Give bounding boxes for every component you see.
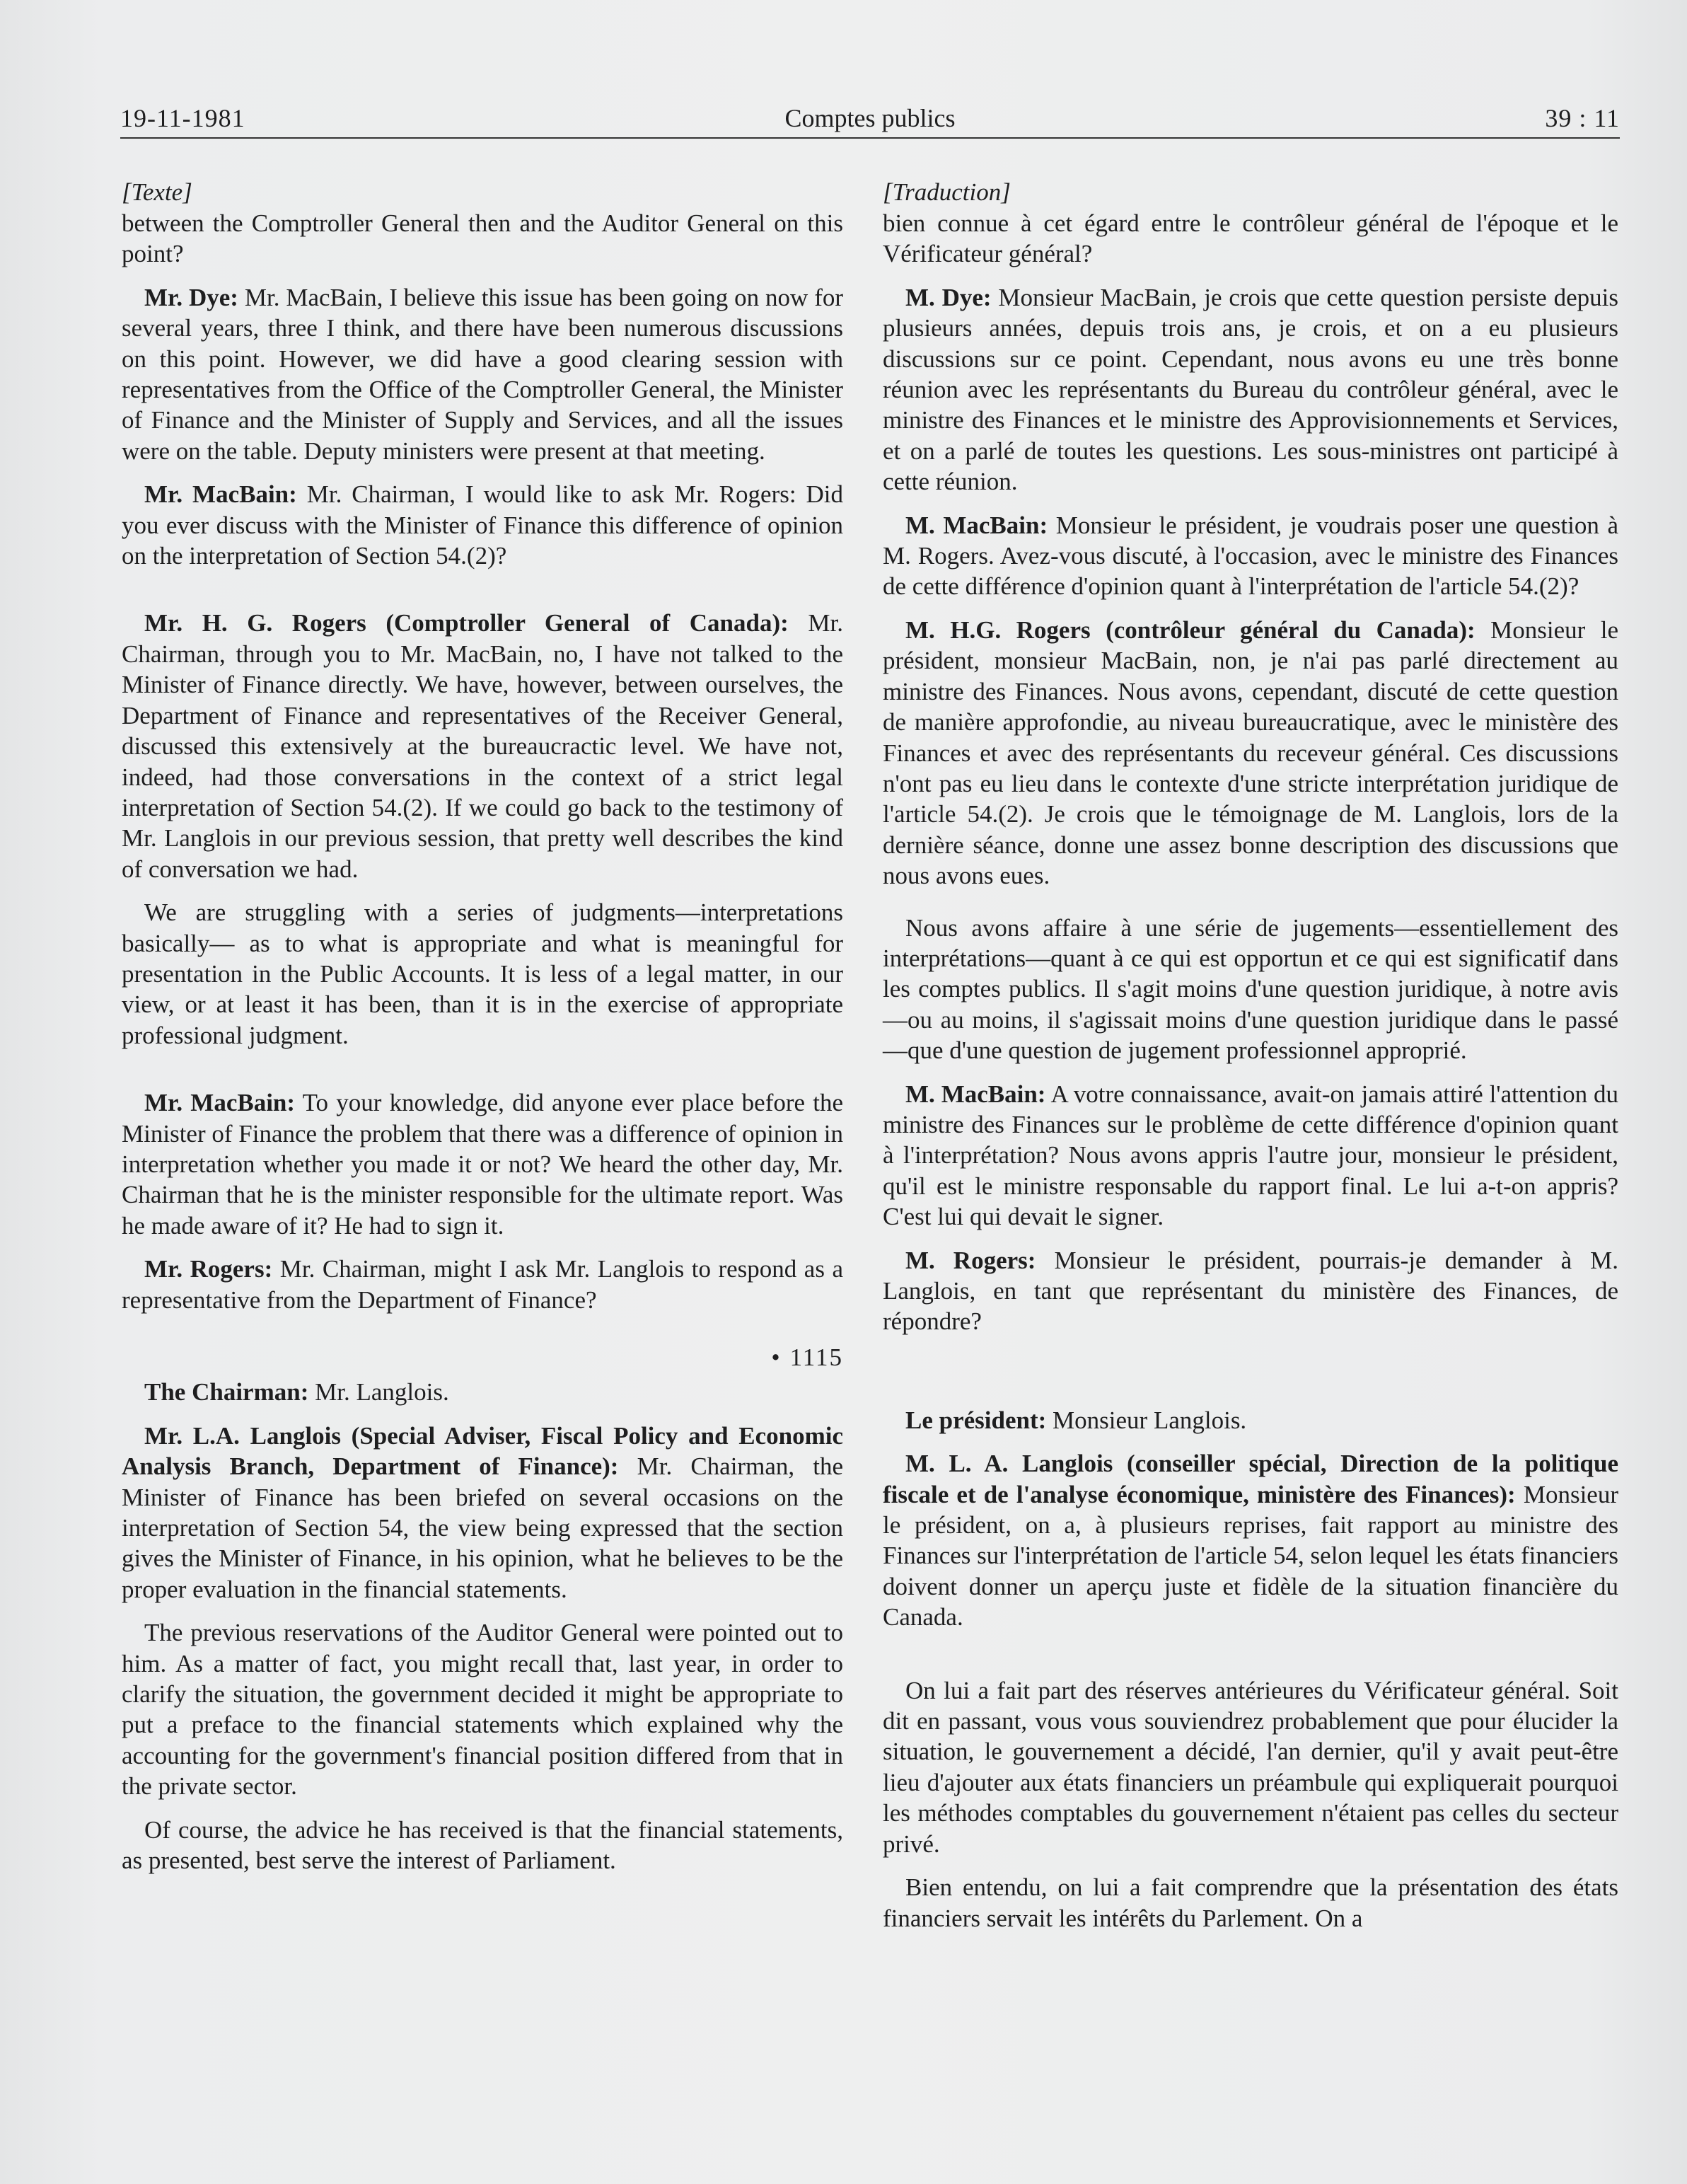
header-title: Comptes publics [784, 104, 956, 132]
speaker-name: M. MacBain: [905, 511, 1048, 539]
paragraph: Mr. Rogers: Mr. Chairman, might I ask Mr. Langlois to respond as a representative from the Department of Finance? [122, 1255, 843, 1314]
paragraph: M. Rogers: Monsieur le président, pourrais-je demander à M. Langlois, en tant que représentant du ministère des Finances, de répondre? [883, 1246, 1619, 1336]
paragraph: M. MacBain: Monsieur le président, je voudrais poser une question à M. Rogers. Avez-vous discuté, à l'occasion, avec le ministre des Finances de cette différence d'opinion quant à l'interprétation de l'article 54.(2)? [883, 511, 1619, 601]
speaker-name: M. Rogers: [905, 1246, 1036, 1274]
paragraph: We are struggling with a series of judgments—interpretations basically— as to what is appropriate and what is meaningful for presentation in the Public Accounts. It is less of a legal matter, in our view, or at least it has been, than it is in the exercise of appropriate professional judgment. [122, 899, 843, 1049]
speaker-name: Mr. H. G. Rogers (Comptroller General of Canada): [144, 609, 789, 637]
header-date: 19-11-1981 [120, 104, 245, 132]
speaker-name: M. Dye: [905, 283, 992, 311]
speaker-name: Mr. MacBain: [144, 480, 297, 509]
header-page-number: 39 : 11 [1545, 104, 1620, 132]
paragraph: On lui a fait part des réserves antérieures du Vérificateur général. Soit dit en passant, vous vous souviendrez probablement que pour élucider la situation, le gouvernement a décidé, l'an dernier, qu'il y avait peut-être lieu d'ajouter aux états financiers un préambule qui expliquerait pourquoi les méthodes comptables du gouvernement n'étaient pas celles du secteur privé. [883, 1676, 1618, 1858]
paragraph: M. H.G. Rogers (contrôleur général du Canada): Monsieur le président, monsieur MacBain, non, je n'ai pas parlé directement au ministre des Finances. Nous avons, cependant, discuté de cette question de manière approfondie, au niveau bureaucratique, avec le ministère des Finances et avec des représentants du receveur général. Ces discussions n'ont pas eu lieu dans le contexte d'une stricte interprétation juridique de l'article 54.(2). Je crois que le témoignage de M. Langlois, lors de la dernière séance, donne une assez bonne description des discussions que nous avons eues. [883, 616, 1618, 890]
speaker-name: Mr. Rogers: [144, 1255, 273, 1283]
paragraph: Mr. L.A. Langlois (Special Adviser, Fiscal Policy and Economic Analysis Branch, Department of Finance): Mr. Chairman, the Minister of Finance has been briefed on several occasions on the interpretation of Section 54, the view being expressed that the section gives the Minister of Finance, in his opinion, what he believes to be the proper evaluation in the financial statements. [122, 1421, 844, 1603]
paragraph: Mr. Dye: Mr. MacBain, I believe this issue has been going on now for several years, three I think, and there have been numerous discussions on this point. However, we did have a good clearing session with representatives from the Office of the Comptroller General, the Minister of Finance and the Minister of Supply and Services, and all the issues were on the table. Deputy ministers were present at that meeting. [122, 283, 844, 465]
speaker-name: M. MacBain: [905, 1080, 1046, 1108]
paragraph: Nous avons affaire à une série de jugements—essentiellement des interprétations—quant à ce qui est opportun et ce qui est significatif dans les comptes publics. Il s'agit moins d'une question juridique, à notre avis—ou au moins, il s'agissait moins d'une question juridique dans le passé—que d'une question de jugement professionnel approprié. [883, 913, 1618, 1065]
paragraph: Mr. H. G. Rogers (Comptroller General of Canada): Mr. Chairman, through you to Mr. MacBain, no, I have not talked to the Minister of Finance directly. We have, however, between ourselves, the Department of Finance and representatives of the Receiver General, discussed this extensively at the bureaucractic level. We have not, indeed, had those conversations in the context of a strict legal interpretation of Section 54.(2). If we could go back to the testimony of Mr. Langlois in our previous session, that pretty well describes the kind of conversation we had. [122, 609, 843, 883]
paragraph: Mr. MacBain: Mr. Chairman, I would like to ask Mr. Rogers: Did you ever discuss with the Minister of Finance this difference of opinion on the interpretation of Section 54.(2)? [122, 480, 843, 570]
speaker-name: Le président: [905, 1406, 1047, 1434]
bullet-icon [771, 1344, 789, 1371]
speaker-name: Mr. MacBain: [144, 1089, 296, 1117]
paragraph: M. MacBain: A votre connaissance, avait-on jamais attiré l'attention du ministre des Finances sur le problème de cette différence d'opinion quant à l'interprétation? Nous avons appris l'autre jour, monsieur le président, qu'il est le ministre responsable du rapport final. Le lui a-t-on appris? C'est lui qui devait le signer. [883, 1080, 1618, 1231]
page-header [120, 103, 1620, 139]
paragraph: The Chairman: Mr. Langlois. [144, 1378, 449, 1406]
paragraph: bien connue à cet égard entre le contrôleur général de l'époque et le Vérificateur général? [883, 209, 1618, 268]
speaker-name: M. L. A. Langlois (conseiller spécial, Direction de la politique fiscale et de l'analyse économique, ministère des Finances): [883, 1450, 1618, 1508]
speaker-name: Mr. Dye: [144, 283, 238, 311]
paragraph: Mr. MacBain: To your knowledge, did anyone ever place before the Minister of Finance the problem that there was a difference of opinion in interpretation whether you made it or not? We heard the other day, Mr. Chairman that he is the minister responsible for the ultimate report. Was he made aware of it? He had to sign it. [122, 1089, 843, 1240]
paragraph: Bien entendu, on lui a fait comprendre que la présentation des états financiers servait les intérêts du Parlement. On a [883, 1873, 1618, 1932]
paragraph: between the Comptroller General then and the Auditor General on this point? [122, 209, 843, 268]
paragraph: Le président: Monsieur Langlois. [905, 1406, 1247, 1434]
time-marker: • 1115 [122, 1342, 843, 1373]
column-tag: [Texte] [122, 178, 192, 206]
paragraph: Of course, the advice he has received is that the financial statements, as presented, best serve the interest of Parliament. [122, 1815, 843, 1875]
paragraph: M. Dye: Monsieur MacBain, je crois que cette question persiste depuis plusieurs années, depuis trois ans, je crois, et on a eu plusieurs discussions sur ce point. Cependant, nous avons eu une très bonne réunion avec les représentants du Bureau du contrôleur général, avec le ministre des Finances et le ministre des Approvisionnements et Services, et on a parlé de toutes les questions. Les sous-ministres ont participé à cette réunion. [883, 283, 1618, 496]
paragraph: M. L. A. Langlois (conseiller spécial, Direction de la politique fiscale et de l'analyse économique, ministère des Finances): Monsieur le président, on a, à plusieurs reprises, fait rapport au ministre des Finances sur l'interprétation de l'article 54, selon lequel les états financiers doivent donner un aperçu juste et fidèle de la situation financière du Canada. [883, 1450, 1618, 1631]
paragraph: The previous reservations of the Auditor General were pointed out to him. As a matter of fact, you might recall that, last year, in order to clarify the situation, the government decided it might be appropriate to put a preface to the financial statements which explained why the accounting for the government's financial position differed from that in the private sector. [122, 1619, 843, 1801]
french-column [883, 177, 1618, 1934]
english-column [122, 177, 843, 1876]
speaker-name: The Chairman: [144, 1378, 309, 1406]
speaker-name: M. H.G. Rogers (contrôleur général du Canada): [905, 616, 1476, 644]
column-tag: [Traduction] [883, 178, 1011, 206]
speaker-name: Mr. L.A. Langlois (Special Adviser, Fiscal Policy and Economic Analysis Branch, Department of Finance): [122, 1421, 843, 1481]
